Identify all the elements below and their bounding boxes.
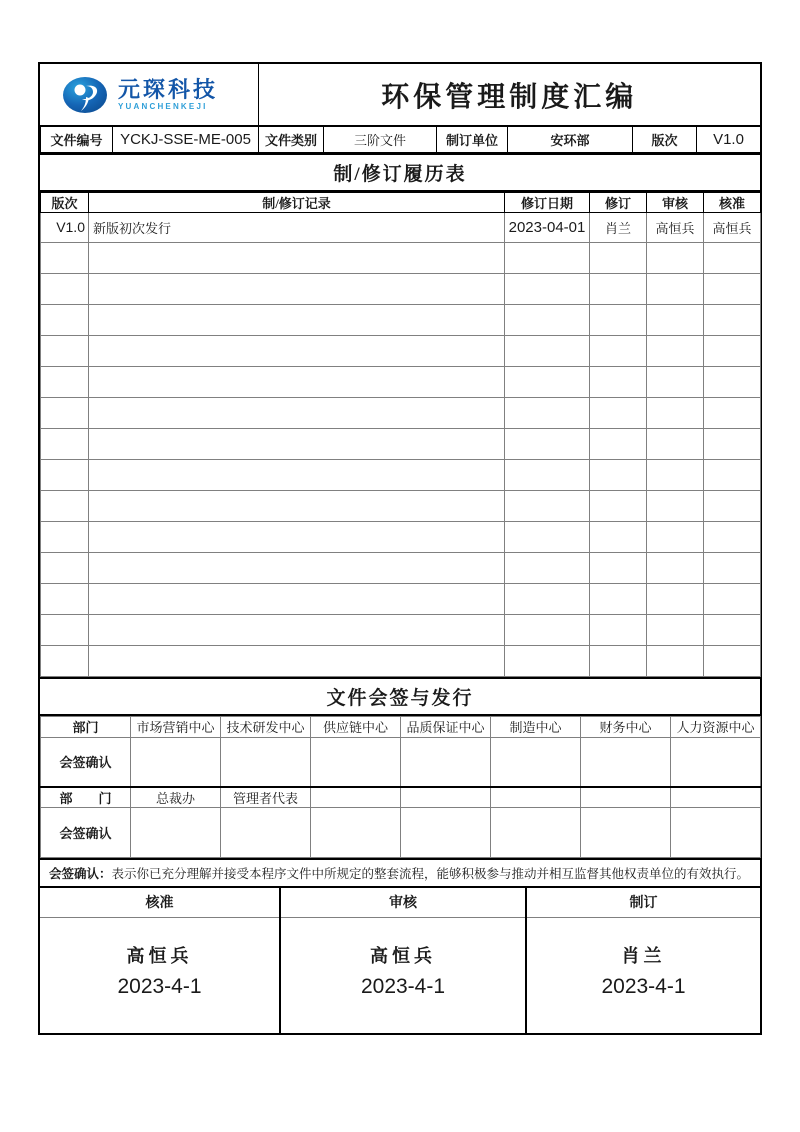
empty-cell: [505, 521, 590, 552]
empty-cell: [704, 366, 761, 397]
revision-empty-row: [41, 645, 761, 676]
empty-cell: [590, 428, 647, 459]
signature-cell: [311, 737, 401, 787]
signature-cell: [671, 737, 761, 787]
doc-number-label: 文件编号: [41, 126, 113, 152]
empty-cell: [41, 583, 89, 614]
col-header-approved-by: 核准: [704, 192, 761, 212]
empty-cell: [590, 583, 647, 614]
empty-cell: [505, 335, 590, 366]
empty-cell: [704, 645, 761, 676]
empty-cell: [581, 787, 671, 808]
signature-cell: [401, 808, 491, 858]
empty-cell: [704, 583, 761, 614]
empty-cell: [671, 787, 761, 808]
countersign-confirm-label: 会签确认: [41, 737, 131, 787]
title-cell: [258, 64, 760, 125]
empty-cell: [647, 304, 704, 335]
department-name: 总裁办: [131, 787, 221, 808]
col-header-record: 制/修订记录: [89, 192, 505, 212]
signature-cell: [221, 808, 311, 858]
revision-empty-row: [41, 583, 761, 614]
empty-cell: [41, 366, 89, 397]
empty-cell: [505, 459, 590, 490]
empty-cell: [41, 242, 89, 273]
empty-cell: [89, 335, 505, 366]
empty-cell: [647, 583, 704, 614]
countersign-section-title: 文件会签与发行: [40, 677, 760, 716]
empty-cell: [505, 242, 590, 273]
empty-cell: [41, 490, 89, 521]
empty-cell: [590, 490, 647, 521]
empty-cell: [89, 459, 505, 490]
empty-cell: [41, 521, 89, 552]
empty-cell: [89, 645, 505, 676]
empty-cell: [647, 645, 704, 676]
empty-cell: [505, 490, 590, 521]
revision-empty-row: [41, 490, 761, 521]
revision-header-row: [41, 192, 761, 212]
document-title: 环保管理制度汇编: [381, 81, 638, 113]
revision-empty-rows: [41, 242, 761, 676]
version-label: 版次: [633, 126, 697, 152]
revision-empty-row: [41, 242, 761, 273]
signature-cell: [131, 808, 221, 858]
revision-empty-row: [41, 459, 761, 490]
revision-reviewed-by: 高恒兵: [647, 212, 704, 242]
empty-cell: [590, 366, 647, 397]
empty-cell: [41, 273, 89, 304]
department-label-2: 部 门: [41, 787, 131, 808]
empty-cell: [505, 645, 590, 676]
col-header-date: 修订日期: [505, 192, 590, 212]
logo-cell: [40, 64, 258, 125]
empty-cell: [89, 428, 505, 459]
signature-cell: [581, 737, 671, 787]
col-header-revised-by: 修订: [590, 192, 647, 212]
countersign-note: [40, 858, 760, 886]
version-value: V1.0: [697, 126, 761, 152]
empty-cell: [590, 614, 647, 645]
empty-cell: [41, 459, 89, 490]
countersign-confirm-row-2: [41, 808, 761, 858]
col-header-reviewed-by: 审核: [647, 192, 704, 212]
department-name: 市场营销中心: [131, 716, 221, 737]
draft-label: 制订: [526, 887, 760, 917]
empty-cell: [89, 304, 505, 335]
empty-cell: [647, 521, 704, 552]
review-date: 2023-4-1: [360, 974, 446, 998]
revision-empty-row: [41, 521, 761, 552]
countersign-confirm-label-2: 会签确认: [41, 808, 131, 858]
empty-cell: [505, 397, 590, 428]
brand-name: 元琛科技: [118, 76, 219, 102]
company-logo-icon: [62, 76, 108, 114]
approval-signature-row: [40, 917, 760, 1033]
signature-cell: [311, 808, 401, 858]
countersign-confirm-row: [41, 737, 761, 787]
empty-cell: [505, 273, 590, 304]
empty-cell: [590, 645, 647, 676]
empty-cell: [647, 273, 704, 304]
empty-cell: [89, 490, 505, 521]
note-label: 会签确认：: [49, 867, 112, 881]
approve-date: 2023-4-1: [117, 974, 202, 998]
empty-cell: [41, 428, 89, 459]
revision-empty-row: [41, 397, 761, 428]
department-name: 品质保证中心: [401, 716, 491, 737]
empty-cell: [647, 335, 704, 366]
revision-empty-row: [41, 614, 761, 645]
approval-table: [40, 886, 760, 1033]
empty-cell: [590, 242, 647, 273]
empty-cell: [704, 428, 761, 459]
empty-cell: [89, 552, 505, 583]
empty-cell: [41, 304, 89, 335]
countersign-table: [40, 716, 761, 859]
empty-cell: [505, 366, 590, 397]
revision-empty-row: [41, 335, 761, 366]
empty-cell: [647, 614, 704, 645]
revision-empty-row: [41, 273, 761, 304]
empty-cell: [590, 273, 647, 304]
review-label: 审核: [280, 887, 526, 917]
empty-cell: [89, 273, 505, 304]
empty-cell: [704, 242, 761, 273]
empty-cell: [647, 366, 704, 397]
empty-cell: [41, 335, 89, 366]
approver-name: 高恒兵: [126, 945, 193, 966]
col-header-version: 版次: [41, 192, 89, 212]
empty-cell: [505, 552, 590, 583]
revision-record: 新版初次发行: [89, 212, 505, 242]
signature-cell: [491, 808, 581, 858]
empty-cell: [41, 397, 89, 428]
signature-cell: [671, 808, 761, 858]
empty-cell: [704, 614, 761, 645]
document-info-row: [40, 125, 761, 153]
revision-empty-row: [41, 366, 761, 397]
signature-cell: [131, 737, 221, 787]
draft-signature: [526, 917, 760, 1033]
signature-cell: [581, 808, 671, 858]
empty-cell: [704, 552, 761, 583]
empty-cell: [590, 397, 647, 428]
brand-subtitle: YUANCHENKEJI: [118, 101, 208, 111]
department-name: 供应链中心: [311, 716, 401, 737]
revision-revised-by: 肖兰: [590, 212, 647, 242]
empty-cell: [89, 521, 505, 552]
empty-cell: [704, 273, 761, 304]
empty-cell: [89, 614, 505, 645]
empty-cell: [401, 787, 491, 808]
revision-version: V1.0: [41, 212, 89, 242]
signature-cell: [221, 737, 311, 787]
empty-cell: [704, 490, 761, 521]
empty-cell: [704, 521, 761, 552]
revision-approved-by: 高恒兵: [704, 212, 761, 242]
department-name: 管理者代表: [221, 787, 311, 808]
empty-cell: [647, 490, 704, 521]
department-header-row-2: [41, 787, 761, 808]
empty-cell: [647, 242, 704, 273]
header-section: [40, 64, 760, 125]
empty-cell: [41, 645, 89, 676]
issuing-unit-value: 安环部: [508, 126, 633, 152]
draft-date: 2023-4-1: [601, 974, 686, 998]
drafter-name: 肖兰: [621, 945, 666, 966]
empty-cell: [647, 552, 704, 583]
approve-label: 核准: [40, 887, 280, 917]
issuing-unit-label: 制订单位: [437, 126, 508, 152]
empty-cell: [505, 304, 590, 335]
department-label: 部门: [41, 716, 131, 737]
empty-cell: [590, 335, 647, 366]
document-page: [38, 62, 762, 1035]
empty-cell: [41, 552, 89, 583]
empty-cell: [647, 459, 704, 490]
empty-cell: [590, 459, 647, 490]
approve-signature: [40, 917, 280, 1033]
note-text: 表示你已充分理解并接受本程序文件中所规定的整套流程，能够积极参与推动并相互监督其他权责单位的有效执行。: [111, 867, 750, 881]
revision-date: 2023-04-01: [505, 212, 590, 242]
signature-cell: [401, 737, 491, 787]
empty-cell: [491, 787, 581, 808]
empty-cell: [41, 614, 89, 645]
empty-cell: [590, 304, 647, 335]
empty-cell: [647, 397, 704, 428]
reviewer-name: 高恒兵: [370, 945, 436, 966]
empty-cell: [89, 242, 505, 273]
empty-cell: [89, 397, 505, 428]
review-signature: [280, 917, 526, 1033]
empty-cell: [505, 614, 590, 645]
empty-cell: [704, 397, 761, 428]
doc-category-label: 文件类别: [259, 126, 324, 152]
revision-empty-row: [41, 428, 761, 459]
empty-cell: [590, 552, 647, 583]
empty-cell: [704, 459, 761, 490]
department-header-row: [41, 716, 761, 737]
department-name: 制造中心: [491, 716, 581, 737]
empty-cell: [505, 428, 590, 459]
department-name: 人力资源中心: [671, 716, 761, 737]
revision-empty-row: [41, 552, 761, 583]
doc-number-value: YCKJ-SSE-ME-005: [113, 126, 259, 152]
approval-header-row: [40, 887, 760, 917]
empty-cell: [311, 787, 401, 808]
empty-cell: [89, 583, 505, 614]
signature-cell: [491, 737, 581, 787]
revision-history-title: 制/修订履历表: [40, 153, 760, 192]
empty-cell: [704, 335, 761, 366]
empty-cell: [647, 428, 704, 459]
empty-cell: [704, 304, 761, 335]
revision-row: [41, 212, 761, 242]
revision-empty-row: [41, 304, 761, 335]
empty-cell: [89, 366, 505, 397]
empty-cell: [505, 583, 590, 614]
doc-category-value: 三阶文件: [324, 126, 437, 152]
department-name: 财务中心: [581, 716, 671, 737]
revision-history-table: [40, 192, 761, 677]
department-name: 技术研发中心: [221, 716, 311, 737]
empty-cell: [590, 521, 647, 552]
